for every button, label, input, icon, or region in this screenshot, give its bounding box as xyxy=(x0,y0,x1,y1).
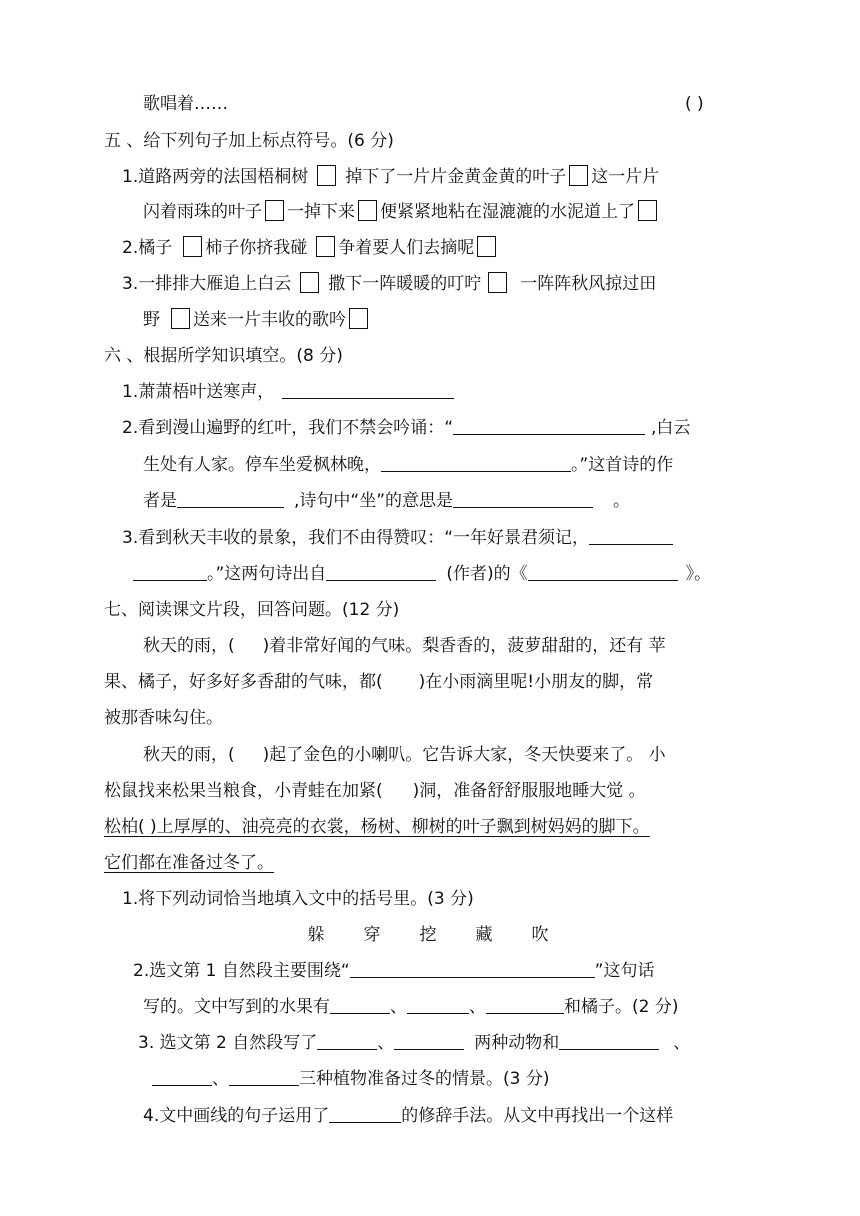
s7-q1: 1.将下列动词恰当地填入文中的括号里。(3 分) xyxy=(122,889,474,909)
answer-blank[interactable] xyxy=(453,416,645,435)
passage-p2-line2: 松鼠找来松果当粮食，小青蛙在加紧( )洞，准备舒舒服服地睡大觉 。 xyxy=(104,781,646,801)
answer-blank[interactable] xyxy=(350,959,595,978)
section-7-heading: 七、阅读课文片段，回答问题。(12 分) xyxy=(104,600,400,620)
answer-blank[interactable] xyxy=(133,562,207,581)
s6-q2-line3: 者是 ,诗句中“坐”的意思是 。 xyxy=(143,491,631,511)
s5-q3-line2: 野 送来一片丰收的歌吟 xyxy=(143,308,371,332)
answer-blank[interactable] xyxy=(486,995,564,1014)
punct-box[interactable] xyxy=(183,236,202,257)
s7-q2-line2: 写的。文中写到的水果有 、 、 和橘子。(2 分) xyxy=(143,997,679,1017)
underlined-sentence: 松柏( )上厚厚的、油亮亮的衣裳，杨树、柳树的叶子飘到树妈妈的脚下。 xyxy=(104,817,650,837)
verb-word: 藏 xyxy=(475,925,493,945)
passage-p2-line1: 秋天的雨，( )起了金色的小喇叭。它告诉大家，冬天快要来了。 小 xyxy=(143,745,666,765)
answer-blank[interactable] xyxy=(326,562,436,581)
answer-blank[interactable] xyxy=(453,489,593,508)
verb-word-bank xyxy=(288,923,568,947)
answer-blank[interactable] xyxy=(407,995,469,1014)
answer-blank[interactable] xyxy=(229,1067,299,1086)
s6-q2-line2: 生处有人家。停车坐爱枫林晚， 。”这首诗的作 xyxy=(143,455,674,475)
answer-blank[interactable] xyxy=(329,1104,401,1123)
section-5-heading: 五 、给下列句子加上标点符号。(6 分) xyxy=(104,131,394,151)
verb-word: 躲 xyxy=(307,925,325,945)
punct-box[interactable] xyxy=(300,272,319,293)
verb-word: 挖 xyxy=(419,925,437,945)
answer-blank[interactable] xyxy=(589,526,673,545)
s6-q3-line1: 3.看到秋天丰收的景象，我们不由得赞叹：“一年好景君须记， xyxy=(122,526,673,550)
passage-p1-line2: 果、橘子，好多好多香甜的气味，都( )在小雨滴里呢!小朋友的脚，常 xyxy=(104,672,654,692)
s5-q1-line1: 1.道路两旁的法国梧桐树 掉下了一片片金黄金黄的叶子 这一片片 xyxy=(122,167,660,187)
answer-blank[interactable] xyxy=(177,489,284,508)
answer-blank[interactable] xyxy=(528,562,678,581)
continued-line: 歌唱着…… xyxy=(143,94,228,114)
s7-q2-line1: 2.选文第 1 自然段主要围绕“ ”这句话 xyxy=(133,961,655,981)
punct-box[interactable] xyxy=(488,272,507,293)
answer-blank[interactable] xyxy=(330,995,390,1014)
punct-box[interactable] xyxy=(317,165,336,186)
s6-q2-line1: 2.看到漫山遍野的红叶，我们不禁会吟诵：“ ,白云 xyxy=(122,418,691,438)
s7-q3-line1: 3. 选文第 2 自然段写了 、 两种动物和 、 xyxy=(138,1033,691,1053)
punct-box[interactable] xyxy=(569,165,588,186)
answer-blank[interactable] xyxy=(282,380,454,399)
underlined-sentence-end: 它们都在准备过冬了。 xyxy=(104,853,274,873)
s5-q1-line2: 闪着雨珠的叶子 一掉下来 便紧紧地粘在湿漉漉的水泥道上了 xyxy=(143,200,660,224)
punct-box[interactable] xyxy=(349,308,368,329)
section-6-heading: 六 、根据所学知识填空。(8 分) xyxy=(104,346,343,366)
s5-q3-line1: 3.一排排大雁追上白云 撒下一阵暖暖的叮咛 一阵阵秋风掠过田 xyxy=(122,274,657,294)
punct-box[interactable] xyxy=(638,200,657,221)
punct-box[interactable] xyxy=(316,236,335,257)
verb-word: 穿 xyxy=(363,925,381,945)
passage-p1-line1: 秋天的雨，( )着非常好闻的气味。梨香香的，菠萝甜甜的，还有 苹 xyxy=(143,636,666,656)
s6-q3-line2: 。”这两句诗出自 (作者)的《 》。 xyxy=(133,562,711,586)
punct-box[interactable] xyxy=(477,236,496,257)
answer-blank[interactable] xyxy=(559,1031,659,1050)
passage-p1-line3: 被那香味勾住。 xyxy=(104,708,223,728)
punct-box[interactable] xyxy=(171,308,190,329)
s7-q4: 4.文中画线的句子运用了 的修辞手法。从文中再找出一个这样 xyxy=(143,1106,674,1126)
answer-blank[interactable] xyxy=(152,1067,212,1086)
verb-word: 吹 xyxy=(531,925,549,945)
answer-blank[interactable] xyxy=(394,1031,464,1050)
s5-q2: 2.橘子 柿子你挤我碰 争着要人们去摘呢 xyxy=(122,236,499,260)
s6-q1: 1.萧萧梧叶送寒声， xyxy=(122,380,454,404)
answer-blank[interactable] xyxy=(381,453,571,472)
punct-box[interactable] xyxy=(265,200,284,221)
s7-q3-line2: 、 三种植物准备过冬的情景。(3 分) xyxy=(152,1067,549,1091)
answer-paren[interactable]: ( ) xyxy=(685,94,704,114)
answer-blank[interactable] xyxy=(317,1031,377,1050)
punct-box[interactable] xyxy=(358,200,377,221)
